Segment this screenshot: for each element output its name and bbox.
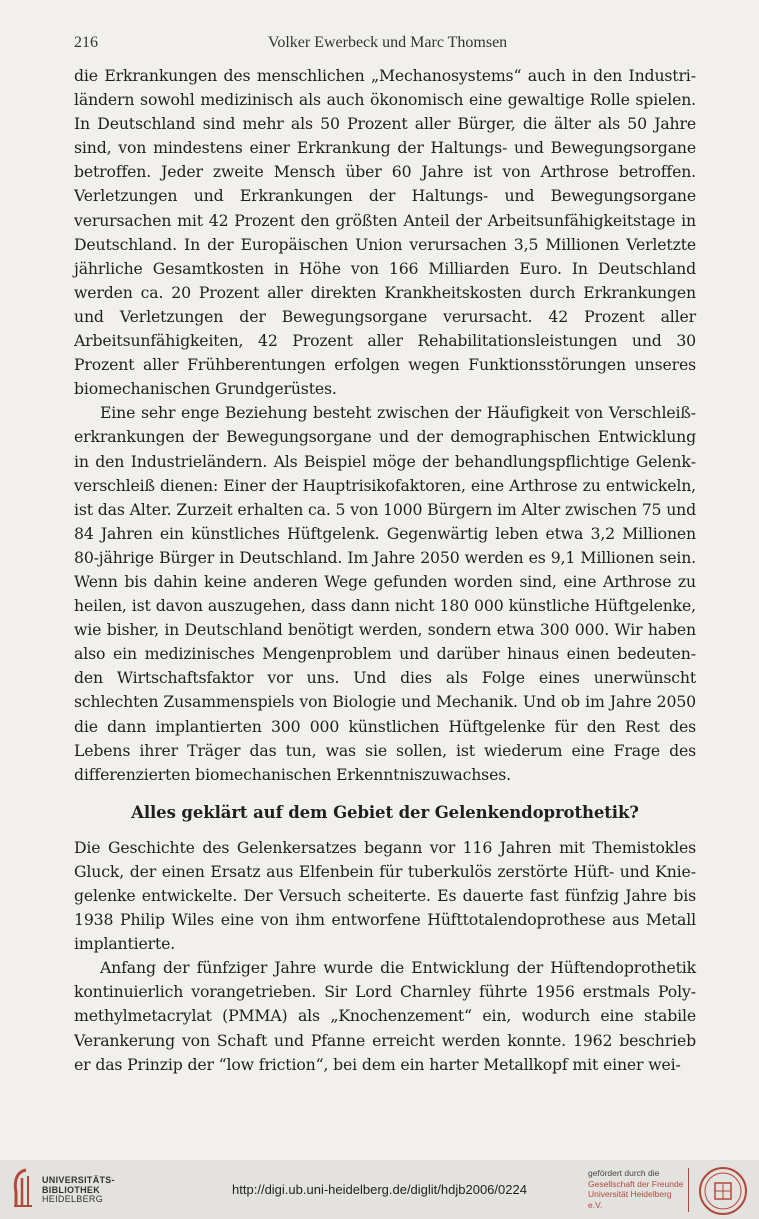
sponsor-name-line2: Universität Heidelberg e.V. [588,1189,672,1210]
sponsor-note [588,1168,688,1210]
library-name: UNIVERSITÄTS- BIBLIOTHEK HEIDELBERG [42,1175,115,1204]
footer-divider [688,1168,689,1212]
paragraph-1: die Erkrankungen des menschlichen „Mechanosystems“ auch in den Industriländern sowohl medizinisch als auch ökonomisch eine gewaltige Rolle spielen. In Deutschland sind mehr als 50 Prozent aller Bürger, die älter als 50 Jahre sind, von mindestens einer Erkrankung der Haltungs- und Bewegungsorgane betroffen. Jeder zweite Mensch über 60 Jahre ist von Arthrose betroffen. Verletzungen und Erkrankungen der Haltungs- und Bewegungsorgane verursachen mit 42 Prozent den größten Anteil der Arbeitsunfähigkeitstage in Deutschland. In der Europäischen Union verursachen 3,5 Millionen Verletzte jährliche Gesamtkosten in Höhe von 166 Milliarden Euro. In Deutschland werden ca. 20 Prozent aller direkten Krankheitskosten durch Erkrankungen und Verletzungen der Bewegungsorgane verursacht. 42 Prozent aller Arbeitsunfähigkeiten, 42 Prozent aller Rehabilitationsleistungen und 30 Prozent aller Frühberentungen erfolgen wegen Funktionsstörungen unseres biomechanischen Grundgerüstes. [74,66,696,399]
university-seal-icon [698,1166,748,1216]
section-paragraph-1: Die Geschichte des Gelenkersatzes begann vor 116 Jahren mit Themistokles Gluck, der einen Ersatz aus Elfenbein für tuberkulös zerstörte Hüft- und Kniegelenke entwickelte. Der Versuch scheiterte. Es dauerte fast fünfzig Jahre bis 1938 Philip Wiles eine von ihm entworfene Hüfttotalendoprothese aus Metall implantierte. [74,837,696,954]
page-number: 216 [74,34,98,51]
running-head-authors: Volker Ewerbeck und Marc Thomsen [267,34,508,51]
section-paragraph-2: Anfang der fünfziger Jahre wurde die Entwicklung der Hüftendoprothetik kontinuierlich vorangetrieben. Sir Lord Charnley führte 1956 erstmals Polymethylmetacrylat (PMMA) als „Knochenzement“ ein, wodurch eine stabile Verankerung von Schaft und Pfanne erreicht werden konnte. 1962 beschrieb er das Prinzip der “low friction“, bei dem ein harter Metallkopf mit einer wei- [74,958,696,1074]
sponsor-label: gefördert durch die [588,1168,660,1178]
body-text [74,64,696,1077]
digitization-footer [0,1160,759,1219]
paragraph-2: Eine sehr enge Beziehung besteht zwischen der Häufigkeit von Verschleißerkrankungen der Bewegungsorgane und der demographischen Entwicklung in den Industrieländern. Als Beispiel möge der behandlungspflichtige Gelenkverschleiß dienen: Einer der Hauptrisikofaktoren, eine Arthrose zu entwickeln, ist das Alter. Zurzeit erhalten ca. 5 von 1000 Bürgern im Alter zwischen 75 und 84 Jahren ein künstliches Hüftgelenk. Gegenwärtig leben etwa 3,2 Millionen 80-jährige Bürger in Deutschland. Im Jahre 2050 werden es 9,1 Millionen sein. Wenn bis dahin keine anderen Wege gefunden worden sind, eine Arthrose zu heilen, ist davon auszugehen, dass dann nicht 180 000 künstliche Hüftgelenke, wie bisher, in Deutschland benötigt werden, sondern etwa 300 000. Wir haben also ein medizinisches Mengenproblem und darüber hinaus einen bedeutenden Wirtschaftsfaktor vor uns. Und dies als Folge eines unerwünscht schlechten Zusammenspiels von Biologie und Mechanik. Und ob im Jahre 2050 die dann implantierten 300 000 künstlichen Hüftgelenke für den Rest des Lebens ihrer Träger das tun, was sie sollen, ist wiederum eine Frage des differenzierten biomechanischen Erkenntniszuwachses. [74,403,696,784]
permalink-url[interactable]: http://digi.ub.uni-heidelberg.de/diglit/hdjb2006/0224 [232,1182,527,1197]
section-heading: Alles geklärt auf dem Gebiet der Gelenkendoprothetik? [131,802,639,822]
sponsor-name-line1: Gesellschaft der Freunde [588,1178,684,1189]
